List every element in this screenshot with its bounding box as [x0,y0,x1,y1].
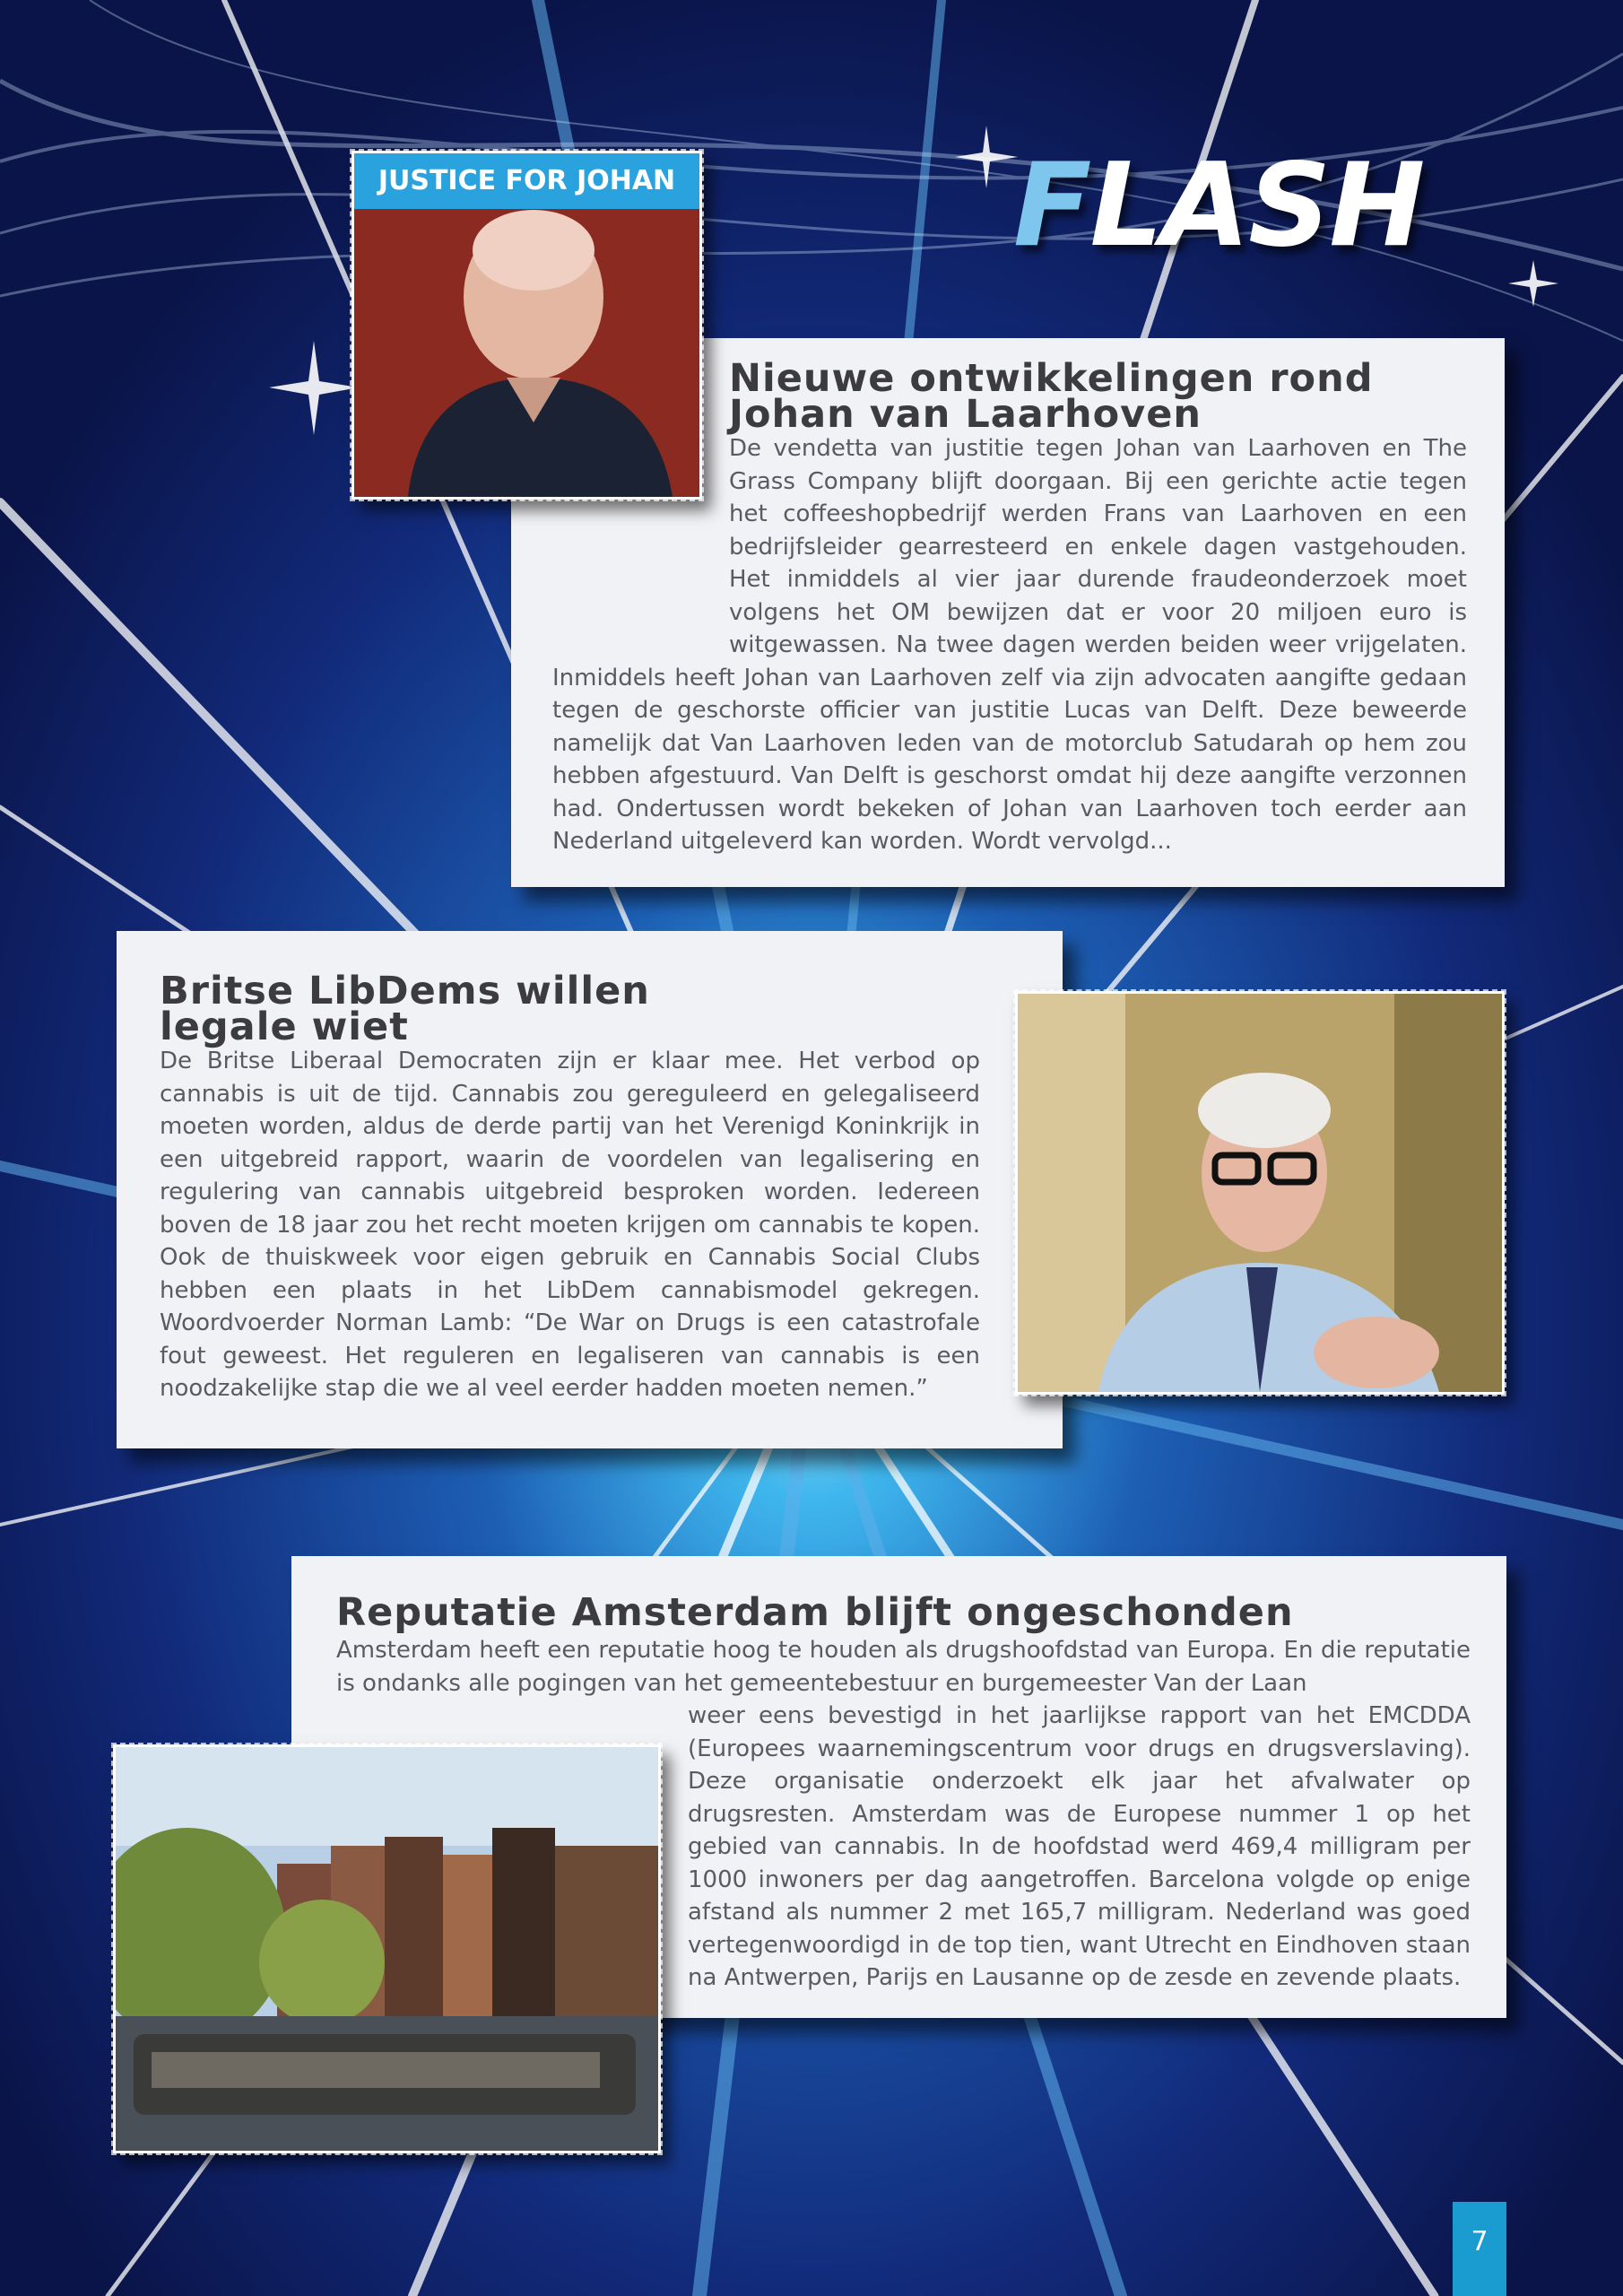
article-headline: Nieuwe ontwikkelingen rond Johan van Laarhoven [729,356,1374,437]
section-title [1013,139,1551,273]
section-title-rest: LASH [1089,139,1424,273]
article-body: De vendetta van justitie tegen Johan van Laarhoven en The Grass Company blijft doorgaan. Bij een gerichte actie tegen het coffeeshopbedrijf werden Frans van Laarhoven en een bedrijfsleider gearresteerd en enkele dagen vastgehouden. Het inmiddels al vier jaar durende fraudeonderzoek moet volgens het OM bewijzen dat er voor 20 miljoen euro is witgewassen. Na twee dagen werden beiden weer vrijgelaten. Inmiddels heeft Johan van Laarhoven zelf via zijn advocaten aangifte gedaan tegen de geschorste officier van justitie Lucas van Delft. Deze beweerde namelijk dat Van Laarhoven leden van de motorclub Satudarah op hem zou hebben afgestuurd. Van Delft is geschorst omdat hij deze aangifte verzonnen had. Ondertussen wordt bekeken of Johan van Laarhoven toch eerder aan Nederland uitgeleverd kan worden. Wordt vervolgd... [552,435,1467,855]
photo-norman-lamb [1015,991,1505,1395]
photo-johan-van-laarhoven [352,151,702,500]
page-number: 7 [1453,2202,1506,2296]
article-headline: Reputatie Amsterdam blijft ongeschonden [336,1590,1294,1635]
article-body-top: Amsterdam heeft een reputatie hoog te houden als drugshoofdstad van Europa. En die reputatie is ondanks alle pogingen van het gemeentebestuur en burgemeester Van der Laan [336,1637,1471,1697]
article-headline: Britse LibDems willen legale wiet [160,969,650,1049]
photo-amsterdam-canal [113,1744,661,2153]
article-card-libdems [117,931,1063,1448]
section-title-first-letter: F [1013,139,1090,273]
article-body: De Britse Liberaal Democraten zijn er klaar mee. Het verbod op cannabis is uit de tijd. Cannabis zou gereguleerd en gelegaliseerd moeten worden, aldus de derde partij van het Verenigd Koninkrijk in een uitgebreid rapport, waarin de voordelen van legalisering en regulering van cannabis uitgebreid besproken worden. Iedereen boven de 18 jaar zou het recht moeten krijgen om cannabis te kopen. Ook de thuiskweek voor eigen gebruik en Cannabis Social Clubs hebben een plaats in het LibDem cannabismodel gekregen. Woordvoerder Norman Lamb: “De War on Drugs is een catastrofale fout geweest. Het reguleren en legaliseren van cannabis is een noodzakelijke stap die we al veel eerder hadden moeten nemen.” [160,1048,980,1402]
photo-banner-text: JUSTICE FOR JOHAN [378,165,676,196]
article-body-rest: weer eens bevestigd in het jaarlijkse rapport van het EMCDDA (Europees waarnemingscentrum voor drugs en drugsverslaving). Deze organisatie onderzoekt elk jaar het afvalwater op drugsresten. Amsterdam was de Europese nummer 1 op het gebied van cannabis. In de hoofdstad werd 469,4 milligram per 1000 inwoners per dag aangetroffen. Barcelona volgde op enige afstand als nummer 2 met 165,7 milligram. Nederland was goed vertegenwoordigd in de top tien, want Utrecht en Eindhoven staan na Antwerpen, Parijs en Lausanne op de zesde en zevende plaats. [688,1702,1471,1991]
